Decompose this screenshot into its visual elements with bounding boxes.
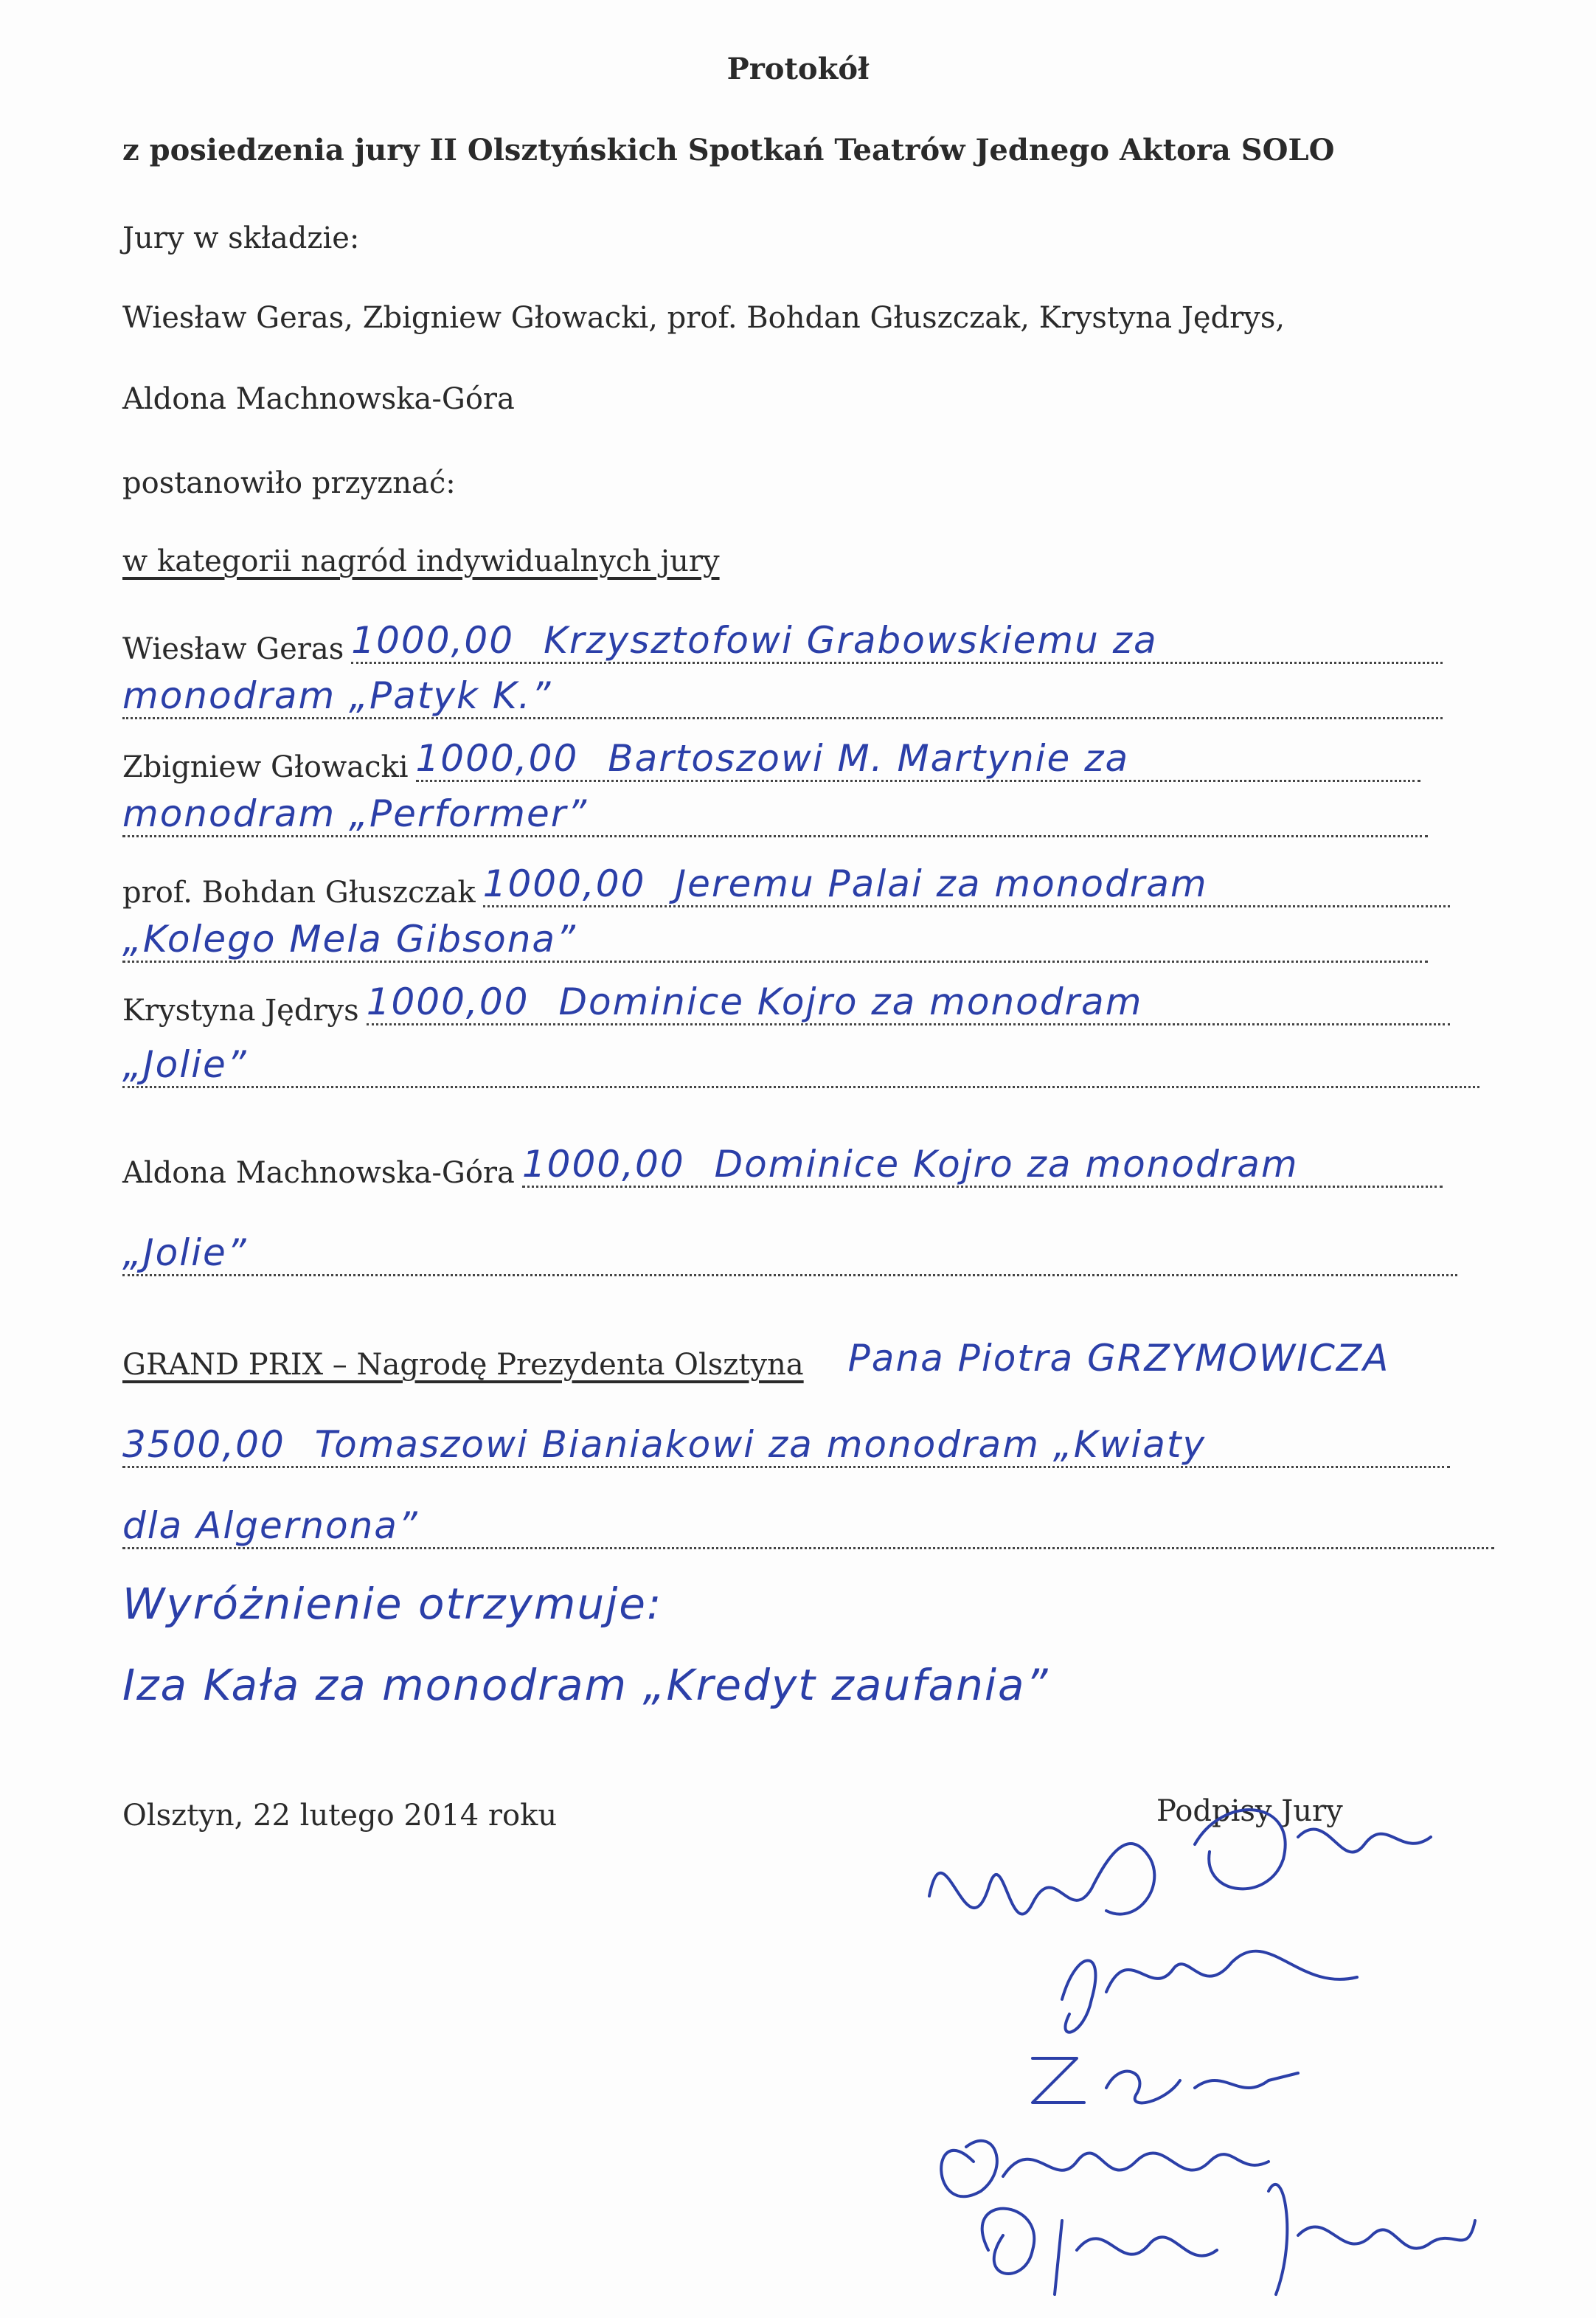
award-fill	[122, 788, 1428, 837]
signature-3	[1033, 2058, 1298, 2103]
award-row-jedrys-cont	[122, 1037, 1479, 1088]
award-row-glowacki	[122, 730, 1420, 782]
award-row-machnowska-cont	[122, 1225, 1457, 1276]
award-fill	[522, 1138, 1443, 1188]
juror-name: Aldona Machnowska-Góra	[122, 1156, 515, 1190]
award-recipient: Krzysztofowi Grabowskiemu za	[544, 619, 1158, 662]
award-fill	[483, 858, 1450, 907]
award-amount: 1000,00	[415, 737, 579, 780]
signatures-label: Podpisy Jury	[1156, 1794, 1343, 1828]
award-row-machnowska	[122, 1136, 1443, 1188]
award-recipient: Bartoszowi M. Martynie za	[608, 737, 1130, 780]
category-heading: w kategorii nagród indywidualnych jury	[122, 544, 720, 578]
grand-prix-label: GRAND PRIX – Nagrodę Prezydenta Olsztyna	[122, 1348, 804, 1382]
award-fill	[122, 1039, 1479, 1088]
award-fill	[416, 733, 1421, 782]
place-date: Olsztyn, 22 lutego 2014 roku	[122, 1799, 558, 1833]
document-title: Protokół	[726, 52, 870, 86]
signature-4	[941, 2141, 1269, 2196]
award-amount: 1000,00	[351, 619, 515, 662]
award-fill	[122, 913, 1428, 963]
jury-decision: postanowiło przyznać:	[122, 466, 456, 500]
distinction-recipient: Iza Kała za monodram „Kredyt zaufania”	[122, 1660, 1049, 1710]
grand-prix-fill	[122, 1500, 1494, 1549]
jury-signatures	[885, 1778, 1549, 2309]
award-row-gluszczak-cont	[122, 911, 1428, 963]
juror-name: Zbigniew Głowacki	[122, 750, 409, 784]
document-subtitle: z posiedzenia jury II Olsztyńskich Spotkań Teatrów Jednego Aktora SOLO	[122, 133, 1335, 167]
signature-2	[1062, 1951, 1357, 2032]
jury-intro: Jury w składzie:	[122, 221, 360, 255]
grand-prix-recipient: Pana Piotra GRZYMOWICZA	[847, 1337, 1390, 1380]
award-amount: 1000,00	[366, 980, 530, 1023]
grand-prix-row-3	[122, 1498, 1494, 1549]
award-work: „Jolie”	[122, 1043, 248, 1086]
award-row-geras-cont	[122, 668, 1443, 719]
award-row-gluszczak	[122, 856, 1450, 910]
award-fill	[351, 615, 1443, 664]
distinction-heading: Wyróżnienie otrzymuje:	[122, 1579, 663, 1629]
juror-name: Wiesław Geras	[122, 632, 344, 666]
jury-members-line2: Aldona Machnowska-Góra	[122, 382, 515, 416]
juror-name: Krystyna Jędrys	[122, 994, 359, 1028]
award-recipient: Dominice Kojro za monodram	[558, 980, 1143, 1023]
award-fill	[122, 670, 1443, 719]
award-work: monodram „Patyk K.”	[122, 674, 552, 717]
award-row-jedrys	[122, 974, 1450, 1028]
grand-prix-amount: 3500,00	[122, 1423, 285, 1466]
award-work: „Jolie”	[122, 1231, 248, 1274]
grand-prix-work-cont: dla Algernona”	[122, 1504, 419, 1547]
award-row-geras	[122, 612, 1443, 664]
award-work: „Kolego Mela Gibsona”	[122, 918, 577, 961]
jury-members-line1: Wiesław Geras, Zbigniew Głowacki, prof. Bohdan Głuszczak, Krystyna Jędrys,	[122, 301, 1286, 335]
award-fill	[367, 976, 1450, 1025]
grand-prix-row-2	[122, 1416, 1450, 1468]
award-row-glowacki-cont	[122, 786, 1428, 837]
signature-5	[982, 2184, 1475, 2294]
signature-1	[929, 1810, 1431, 1914]
award-amount: 1000,00	[521, 1143, 685, 1186]
grand-prix-row	[122, 1328, 1524, 1380]
juror-name: prof. Bohdan Głuszczak	[122, 876, 476, 910]
award-amount: 1000,00	[482, 862, 646, 905]
award-recipient: Jeremu Palai za monodram	[675, 862, 1208, 905]
award-fill	[122, 1227, 1457, 1276]
grand-prix-fill	[122, 1419, 1450, 1468]
award-recipient: Dominice Kojro za monodram	[714, 1143, 1299, 1186]
grand-prix-work: Tomaszowi Bianiakowi za monodram „Kwiaty	[314, 1423, 1207, 1466]
award-work: monodram „Performer”	[122, 792, 589, 835]
